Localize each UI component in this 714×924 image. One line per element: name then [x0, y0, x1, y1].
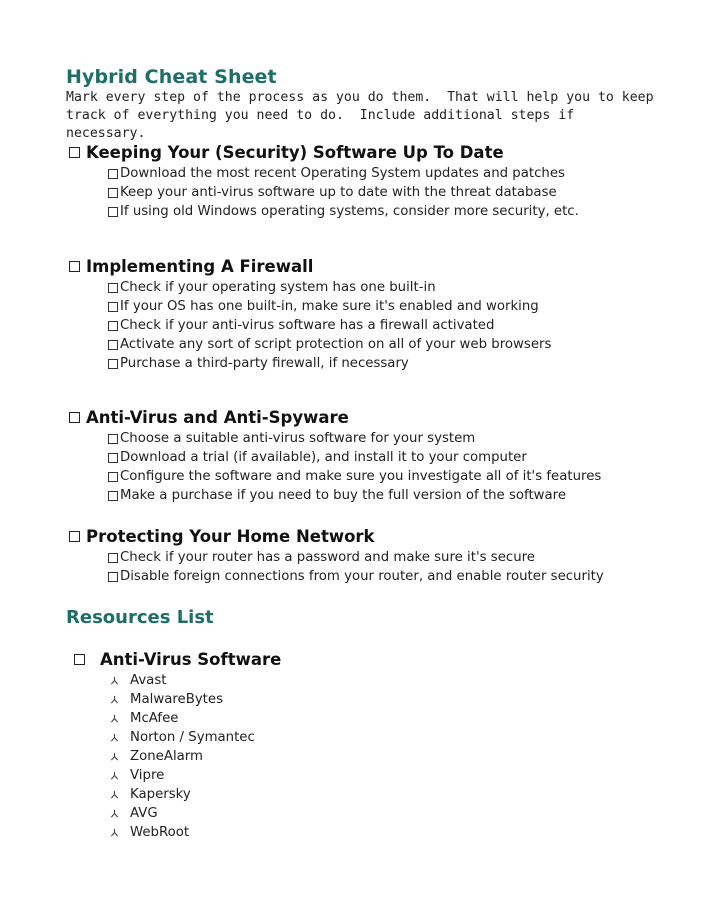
item-text: If your OS has one built-in, make sure it's enabled and working [120, 299, 539, 314]
caret-bullet-icon [110, 695, 119, 704]
item-checkbox[interactable] [108, 453, 118, 463]
checklist-item [108, 429, 666, 448]
caret-bullet-icon [110, 733, 119, 742]
checklist-item [108, 448, 666, 467]
checklist-item [108, 548, 666, 567]
list-item [110, 823, 666, 842]
section-heading [66, 140, 666, 164]
caret-bullet-icon [110, 771, 119, 780]
list-item [110, 671, 666, 690]
checklist [66, 548, 666, 586]
list-item-text: Kapersky [130, 787, 191, 802]
section-home-network [66, 524, 666, 586]
list-item [110, 804, 666, 823]
list-item [110, 690, 666, 709]
item-text: Keep your anti-virus software up to date with the threat database [120, 185, 557, 200]
item-text: Configure the software and make sure you investigate all of it's features [120, 469, 602, 484]
list-item-text: Vipre [130, 768, 165, 783]
caret-bullet-icon [110, 828, 119, 837]
item-checkbox[interactable] [108, 188, 118, 198]
checklist-item [108, 354, 666, 373]
section-heading-text: Keeping Your (Security) Software Up To Date [86, 142, 504, 162]
page-title: Hybrid Cheat Sheet [66, 66, 277, 88]
item-checkbox[interactable] [108, 472, 118, 482]
section-checkbox[interactable] [69, 261, 80, 272]
list-item-text: MalwareBytes [130, 692, 224, 707]
section-checkbox[interactable] [69, 147, 80, 158]
checklist-item [108, 202, 666, 221]
caret-bullet-icon [110, 752, 119, 761]
checklist [66, 164, 666, 221]
item-text: Activate any sort of script protection on all of your web browsers [120, 337, 552, 352]
item-text: If using old Windows operating systems, consider more security, etc. [120, 204, 579, 219]
caret-bullet-icon [110, 809, 119, 818]
item-text: Make a purchase if you need to buy the full version of the software [120, 488, 567, 503]
item-text: Disable foreign connections from your router, and enable router security [120, 569, 604, 584]
list-item [110, 709, 666, 728]
section-antivirus [66, 405, 666, 505]
checklist-item [108, 486, 666, 505]
section-checkbox[interactable] [74, 654, 85, 665]
item-checkbox[interactable] [108, 321, 118, 331]
item-text: Purchase a third-party firewall, if necessary [120, 356, 409, 371]
checklist-item [108, 297, 666, 316]
section-checkbox[interactable] [69, 531, 80, 542]
caret-bullet-icon [110, 714, 119, 723]
list-item-text: Avast [130, 673, 167, 688]
item-text: Download a trial (if available), and install it to your computer [120, 450, 527, 465]
item-checkbox[interactable] [108, 302, 118, 312]
item-checkbox[interactable] [108, 340, 118, 350]
checklist-item [108, 278, 666, 297]
item-checkbox[interactable] [108, 169, 118, 179]
checklist-item [108, 567, 666, 586]
item-checkbox[interactable] [108, 572, 118, 582]
list-item [110, 785, 666, 804]
section-firewall [66, 254, 666, 373]
section-heading [66, 524, 666, 548]
checklist-item [108, 467, 666, 486]
section-checkbox[interactable] [69, 412, 80, 423]
item-text: Download the most recent Operating System updates and patches [120, 166, 565, 181]
checklist-item [108, 335, 666, 354]
section-heading-text: Implementing A Firewall [86, 256, 314, 276]
item-checkbox[interactable] [108, 207, 118, 217]
list-item [110, 728, 666, 747]
section-antivirus-software [66, 647, 666, 842]
checklist-item [108, 183, 666, 202]
checklist [66, 429, 666, 505]
item-checkbox[interactable] [108, 434, 118, 444]
resources-title: Resources List [66, 607, 214, 628]
item-checkbox[interactable] [108, 491, 118, 501]
item-text: Check if your anti-virus software has a firewall activated [120, 318, 495, 333]
list-item [110, 766, 666, 785]
list-item [110, 747, 666, 766]
intro-text: Mark every step of the process as you do them. That will help you to keep track of everything you need to do. Include additional steps if necessary. [66, 90, 662, 141]
section-heading [66, 405, 666, 429]
section-heading [66, 254, 666, 278]
resources-heading [66, 647, 666, 671]
resources-list [66, 671, 666, 842]
item-checkbox[interactable] [108, 553, 118, 563]
checklist-item [108, 164, 666, 183]
list-item-text: ZoneAlarm [130, 749, 203, 764]
section-heading-text: Anti-Virus and Anti-Spyware [86, 407, 349, 427]
section-software-updates [66, 140, 666, 221]
list-item-text: Norton / Symantec [130, 730, 255, 745]
list-item-text: WebRoot [130, 825, 190, 840]
checklist-item [108, 316, 666, 335]
item-text: Check if your router has a password and make sure it's secure [120, 550, 535, 565]
resources-heading-text: Anti-Virus Software [100, 649, 282, 669]
list-item-text: McAfee [130, 711, 179, 726]
item-checkbox[interactable] [108, 283, 118, 293]
item-checkbox[interactable] [108, 359, 118, 369]
list-item-text: AVG [130, 806, 158, 821]
item-text: Check if your operating system has one built-in [120, 280, 436, 295]
caret-bullet-icon [110, 676, 119, 685]
item-text: Choose a suitable anti-virus software for your system [120, 431, 476, 446]
checklist [66, 278, 666, 373]
section-heading-text: Protecting Your Home Network [86, 526, 375, 546]
caret-bullet-icon [110, 790, 119, 799]
